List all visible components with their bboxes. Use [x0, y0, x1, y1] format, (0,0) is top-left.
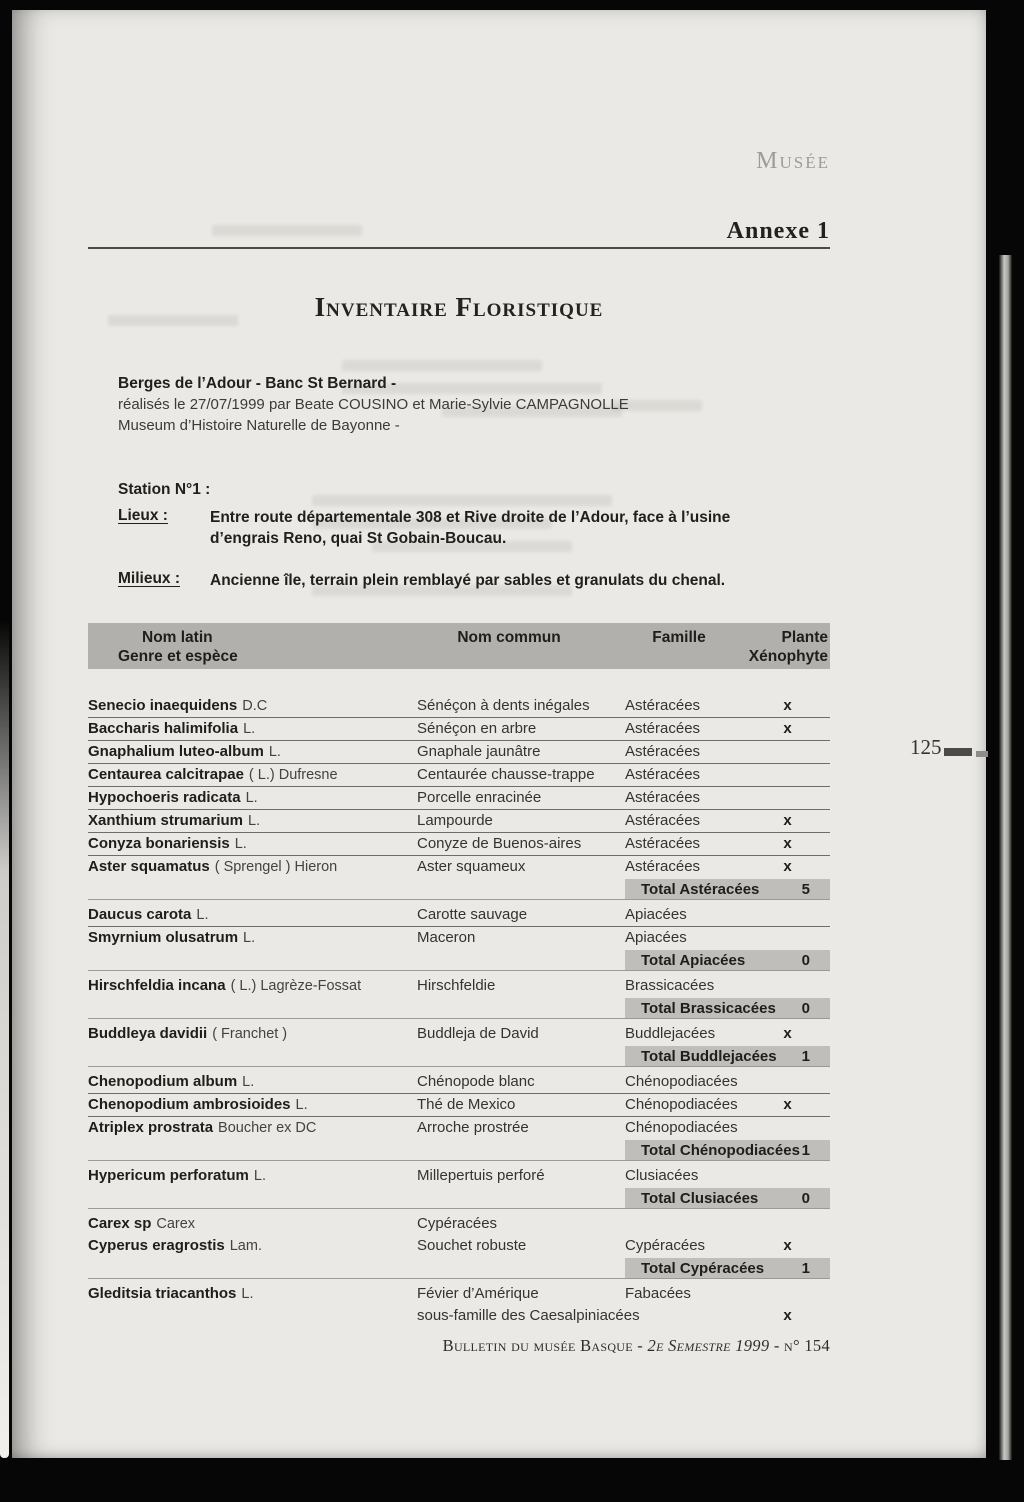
family-cell: Buddlejacées	[625, 1025, 716, 1042]
latin-author: L.	[245, 790, 258, 806]
common-name-cell: Thé de Mexico	[417, 1096, 516, 1113]
latin-author: L.	[196, 907, 209, 923]
xenophyte-cell: x	[783, 1025, 792, 1042]
total-spacer	[88, 1188, 625, 1208]
common-name-cell: Buddleja de David	[417, 1025, 539, 1042]
latin-name: Xanthium strumarium	[88, 812, 244, 829]
table-row	[88, 975, 830, 997]
total-label: Total Brassicacées	[641, 1000, 776, 1017]
milieux-block	[118, 570, 830, 591]
latin-name-cell	[88, 718, 405, 740]
xenophyte-cell	[745, 764, 830, 786]
common-name-cell: Lampourde	[417, 812, 493, 829]
latin-name-cell	[88, 856, 405, 878]
common-name-cell: Févier d’Amérique	[417, 1285, 539, 1302]
latin-name: Senecio inaequidens	[88, 697, 238, 714]
lieux-text	[210, 507, 830, 549]
ink-mark	[976, 751, 988, 757]
latin-name-cell	[88, 1023, 405, 1045]
latin-author: ( Sprengel ) Hieron	[214, 859, 338, 875]
bleedthrough-artifact	[312, 495, 612, 506]
family-cell: Astéracées	[625, 835, 701, 852]
common-name-cell: Sénéçon à dents inégales	[417, 697, 590, 714]
table-row	[88, 1094, 830, 1117]
latin-name-cell	[88, 1094, 405, 1116]
bleedthrough-artifact	[342, 360, 542, 371]
footer-part3: - n° 154	[769, 1336, 830, 1355]
latin-name: Chenopodium album	[88, 1073, 238, 1090]
latin-author: L.	[295, 1097, 308, 1113]
family-cell: Astéracées	[625, 766, 701, 783]
xenophyte-cell	[745, 1213, 830, 1235]
latin-author: L.	[253, 1168, 266, 1184]
xenophyte-cell: x	[783, 720, 792, 737]
intro-line-3: Museum d’Histoire Naturelle de Bayonne -	[118, 417, 400, 434]
latin-name: Carex sp	[88, 1215, 152, 1232]
col-header-xenophyte	[745, 628, 830, 669]
lieux-block	[118, 507, 830, 549]
latin-name: Buddleya davidii	[88, 1025, 208, 1042]
total-value: 0	[801, 952, 810, 969]
family-cell: Astéracées	[625, 858, 701, 875]
lieux-line-1: Entre route départementale 308 et Rive droite de l’Adour, face à l’usine	[210, 509, 731, 526]
total-label: Total Chénopodiacées	[641, 1142, 800, 1159]
common-name-cell: Chénopode blanc	[417, 1073, 535, 1090]
col-header-latin	[88, 628, 405, 669]
table-total-row	[88, 879, 830, 900]
family-cell: Astéracées	[625, 812, 701, 829]
common-name-cell: Centaurée chausse-trappe	[417, 766, 595, 783]
family-cell: Fabacées	[625, 1285, 691, 1302]
total-value: 1	[801, 1142, 810, 1159]
table-row	[88, 1165, 830, 1187]
latin-name: Gleditsia triacanthos	[88, 1285, 237, 1302]
table-row	[88, 718, 830, 741]
family-cell: Astéracées	[625, 697, 701, 714]
station-heading: Station N°1 :	[118, 481, 211, 498]
family-cell: Brassicacées	[625, 977, 715, 994]
footer	[88, 1336, 830, 1356]
total-spacer	[88, 879, 625, 899]
page-curl-edge	[0, 620, 9, 1458]
total-spacer	[88, 1258, 625, 1278]
document-page	[12, 10, 986, 1458]
common-name-cell: Millepertuis perforé	[417, 1167, 545, 1184]
milieux-text: Ancienne île, terrain plein remblayé par sables et granulats du chenal.	[210, 572, 726, 589]
latin-name: Baccharis halimifolia	[88, 720, 239, 737]
total-spacer	[88, 1046, 625, 1066]
col-header-latin-line1: Nom latin	[142, 629, 213, 646]
latin-author: L.	[268, 744, 281, 760]
common-name-cell: Gnaphale jaunâtre	[417, 743, 541, 760]
latin-name: Atriplex prostrata	[88, 1119, 214, 1136]
table-row	[88, 1117, 830, 1139]
latin-name-cell	[88, 1117, 405, 1139]
inventory-table-body	[88, 669, 830, 1327]
family-cell: Apiacées	[625, 929, 687, 946]
table-row	[88, 1235, 830, 1257]
table-total-row	[88, 1046, 830, 1067]
xenophyte-cell	[745, 1117, 830, 1139]
latin-name-cell	[88, 1071, 405, 1093]
footer-part2: 2e Semestre 1999	[647, 1336, 770, 1355]
intro-line-2: réalisés le 27/07/1999 par Beate COUSINO et Marie-Sylvie CAMPAGNOLLE	[118, 396, 629, 413]
table-header	[88, 623, 830, 669]
latin-name: Aster squamatus	[88, 858, 210, 875]
common-name-cell: Sénéçon en arbre	[417, 720, 537, 737]
latin-name: Hirschfeldia incana	[88, 977, 226, 994]
latin-name-cell	[88, 741, 405, 763]
xenophyte-cell: x	[783, 1307, 792, 1324]
xenophyte-cell: x	[783, 1237, 792, 1254]
table-row	[88, 1283, 830, 1305]
family-cell: Clusiacées	[625, 1167, 699, 1184]
xenophyte-cell	[745, 927, 830, 949]
latin-name-cell	[88, 764, 405, 786]
col-header-family: Famille	[652, 629, 706, 646]
table-row	[88, 927, 830, 949]
xenophyte-cell	[745, 1071, 830, 1093]
family-cell: Astéracées	[625, 743, 701, 760]
family-cell: Astéracées	[625, 720, 701, 737]
col-header-xeno-line2: Xénophyte	[748, 648, 828, 665]
latin-name-cell	[88, 1165, 405, 1187]
table-row	[88, 833, 830, 856]
total-band	[625, 1258, 830, 1278]
footer-part1: Bulletin du musée Basque -	[442, 1336, 648, 1355]
col-header-latin-line2: Genre et espèce	[118, 648, 238, 665]
latin-author: Lam.	[229, 1238, 262, 1254]
xenophyte-cell: x	[783, 697, 792, 714]
latin-name-cell	[88, 1305, 405, 1327]
family-cell: Chénopodiacées	[625, 1096, 738, 1113]
ink-mark	[944, 748, 972, 756]
table-row	[88, 787, 830, 810]
total-label: Total Astéracées	[641, 881, 760, 898]
common-name-cell: Carotte sauvage	[417, 906, 528, 923]
xenophyte-cell	[745, 1165, 830, 1187]
latin-name: Daucus carota	[88, 906, 192, 923]
total-band	[625, 950, 830, 970]
xenophyte-cell: x	[783, 858, 792, 875]
inventory-table	[88, 623, 830, 1327]
milieux-label: Milieux :	[118, 570, 181, 587]
total-value: 0	[801, 1190, 810, 1207]
latin-name-cell	[88, 1213, 405, 1235]
family-cell: Chénopodiacées	[625, 1073, 738, 1090]
total-label: Total Cypéracées	[641, 1260, 765, 1277]
latin-author: ( L.) Lagrèze-Fossat	[230, 978, 362, 994]
total-value: 5	[801, 881, 810, 898]
latin-author: L.	[248, 813, 261, 829]
latin-name: Chenopodium ambrosioides	[88, 1096, 291, 1113]
latin-name: Hypericum perforatum	[88, 1167, 249, 1184]
table-row	[88, 1071, 830, 1094]
total-band	[625, 998, 830, 1018]
total-spacer	[88, 1140, 625, 1160]
common-name-cell: Porcelle enracinée	[417, 789, 542, 806]
horizontal-rule	[88, 247, 830, 249]
lieux-label: Lieux :	[118, 507, 168, 524]
total-value: 0	[801, 1000, 810, 1017]
total-label: Total Clusiacées	[641, 1190, 759, 1207]
common-name-cell: Maceron	[417, 929, 476, 946]
latin-name-cell	[88, 787, 405, 809]
common-name-cell: Aster squameux	[417, 858, 526, 875]
table-continuation-row	[88, 1305, 830, 1327]
family-cell: Chénopodiacées	[625, 1119, 738, 1136]
intro-block	[118, 373, 629, 436]
latin-name: Centaurea calcitrapae	[88, 766, 244, 783]
latin-name: Smyrnium olusatrum	[88, 929, 239, 946]
table-row	[88, 904, 830, 927]
intro-line-1: Berges de l’Adour - Banc St Bernard -	[118, 375, 397, 392]
latin-name-cell	[88, 810, 405, 832]
latin-name-cell	[88, 833, 405, 855]
common-name-cell: Cypéracées	[417, 1215, 498, 1232]
latin-author: L.	[243, 721, 256, 737]
xenophyte-cell	[745, 741, 830, 763]
total-band	[625, 1188, 830, 1208]
col-header-common: Nom commun	[457, 629, 561, 646]
total-label: Total Buddlejacées	[641, 1048, 777, 1065]
bleedthrough-artifact	[212, 225, 362, 236]
xenophyte-cell	[745, 904, 830, 926]
common-name-cell: Arroche prostrée	[417, 1119, 529, 1136]
family-cell: Cypéracées	[625, 1237, 706, 1254]
table-total-row	[88, 950, 830, 971]
latin-name-cell	[88, 927, 405, 949]
common-name-cell: Conyze de Buenos-aires	[417, 835, 582, 852]
common-name-cell: sous-famille des Caesalpiniacées	[417, 1307, 640, 1324]
table-total-row	[88, 1140, 830, 1161]
table-row	[88, 810, 830, 833]
table-row	[88, 741, 830, 764]
latin-name-cell	[88, 975, 405, 997]
xenophyte-cell	[745, 787, 830, 809]
total-label: Total Apiacées	[641, 952, 746, 969]
total-band	[625, 879, 830, 899]
table-total-row	[88, 1188, 830, 1209]
xenophyte-cell	[745, 975, 830, 997]
table-row	[88, 1023, 830, 1045]
margin-page-number: 125	[910, 735, 942, 759]
common-name-cell: Hirschfeldie	[417, 977, 496, 994]
latin-author: D.C	[242, 698, 268, 714]
table-total-row	[88, 998, 830, 1019]
page-stack-edge	[999, 255, 1012, 1460]
latin-name-cell	[88, 904, 405, 926]
table-row	[88, 695, 830, 718]
xenophyte-cell	[745, 1283, 830, 1305]
family-cell: Apiacées	[625, 906, 687, 923]
latin-author: L.	[241, 1286, 254, 1302]
xenophyte-cell: x	[783, 812, 792, 829]
latin-author: L.	[234, 836, 247, 852]
latin-author: ( L.) Dufresne	[248, 767, 338, 783]
lieux-line-2: d’engrais Reno, quai St Gobain-Boucau.	[210, 530, 507, 547]
latin-name-cell	[88, 695, 405, 717]
latin-author: ( Franchet )	[212, 1026, 288, 1042]
total-band	[625, 1046, 830, 1066]
latin-name: Cyperus eragrostis	[88, 1237, 225, 1254]
latin-name-cell	[88, 1235, 405, 1257]
total-spacer	[88, 950, 625, 970]
table-row	[88, 764, 830, 787]
common-name-cell: Souchet robuste	[417, 1237, 527, 1254]
running-head: Musée	[756, 148, 830, 174]
family-cell: Astéracées	[625, 789, 701, 806]
latin-author: L.	[243, 930, 256, 946]
latin-author: L.	[242, 1074, 255, 1090]
col-header-xeno-line1: Plante	[781, 629, 828, 646]
latin-name: Gnaphalium luteo-album	[88, 743, 264, 760]
latin-author: Boucher ex DC	[218, 1120, 317, 1136]
total-value: 1	[801, 1048, 810, 1065]
table-row	[88, 1213, 830, 1235]
page-title: Inventaire Floristique	[314, 292, 604, 322]
latin-name: Conyza bonariensis	[88, 835, 230, 852]
family-cell	[613, 1213, 745, 1235]
table-row	[88, 856, 830, 878]
total-band	[625, 1140, 830, 1160]
latin-author: Carex	[156, 1216, 196, 1232]
latin-name-cell	[88, 1283, 405, 1305]
table-total-row	[88, 1258, 830, 1279]
xenophyte-cell: x	[783, 835, 792, 852]
latin-name: Hypochoeris radicata	[88, 789, 241, 806]
total-value: 1	[801, 1260, 810, 1277]
xenophyte-cell: x	[783, 1096, 792, 1113]
annexe-title: Annexe 1	[726, 218, 830, 244]
total-spacer	[88, 998, 625, 1018]
